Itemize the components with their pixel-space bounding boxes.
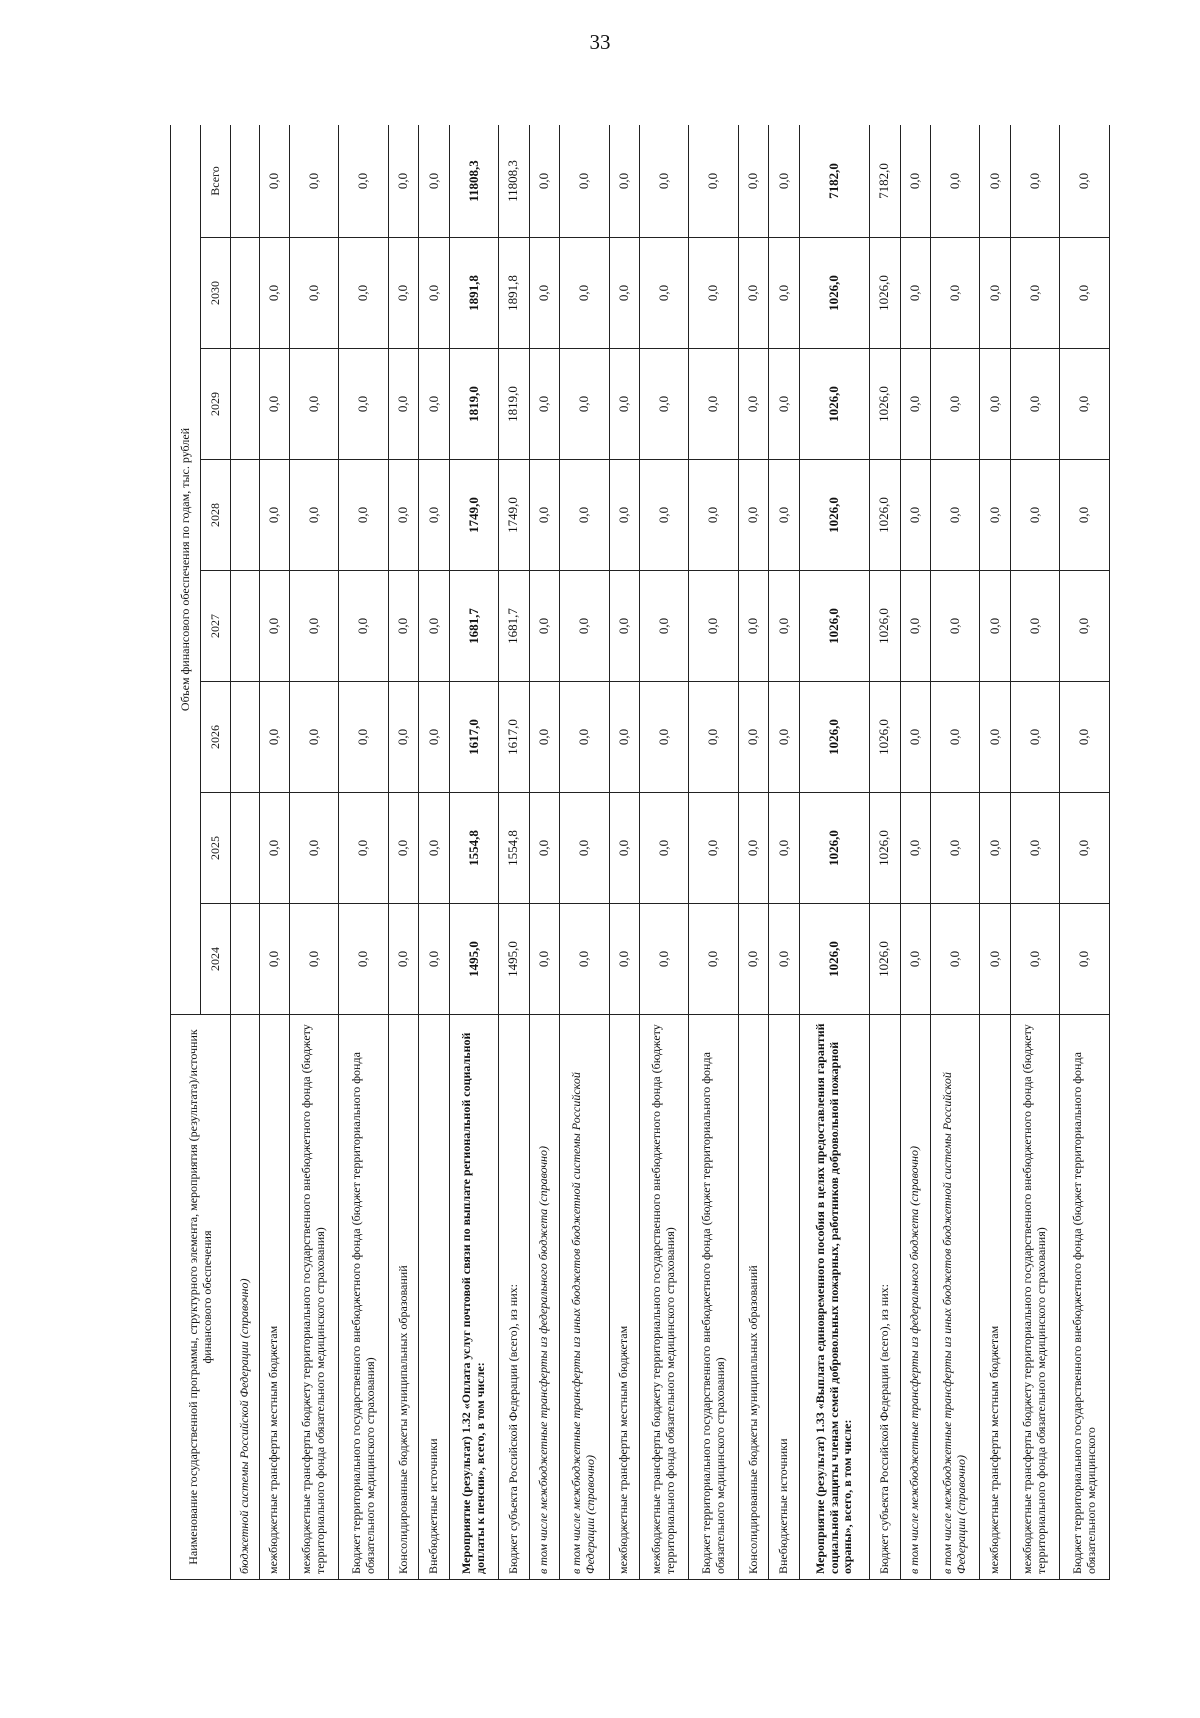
row-year-value: 1026,0 bbox=[870, 349, 900, 460]
row-source-name: межбюджетные трансферты местным бюджетам bbox=[259, 1015, 289, 1580]
row-total-value: 0,0 bbox=[389, 125, 419, 238]
row-total-value: 0,0 bbox=[639, 125, 689, 238]
table-row bbox=[639, 125, 689, 1580]
row-year-value: 0,0 bbox=[980, 682, 1010, 793]
row-year-value: 0,0 bbox=[529, 682, 559, 793]
row-year-value: 1495,0 bbox=[449, 904, 499, 1015]
table-row bbox=[259, 125, 289, 1580]
row-year-value: 0,0 bbox=[1060, 793, 1110, 904]
row-year-value: 0,0 bbox=[419, 460, 449, 571]
row-total-value: 0,0 bbox=[289, 125, 339, 238]
row-year-value: 0,0 bbox=[529, 793, 559, 904]
row-year-value: 0,0 bbox=[980, 904, 1010, 1015]
row-total-value: 7182,0 bbox=[799, 125, 870, 238]
row-year-value: 0,0 bbox=[769, 238, 799, 349]
row-year-value: 0,0 bbox=[609, 571, 639, 682]
row-source-name: межбюджетные трансферты местным бюджетам bbox=[980, 1015, 1010, 1580]
row-year-value: 0,0 bbox=[1010, 793, 1060, 904]
row-year-value: 0,0 bbox=[1060, 682, 1110, 793]
header-year: 2029 bbox=[201, 349, 231, 460]
header-volume-caption: Объем финансового обеспечения по годам, тыс. рублей bbox=[171, 125, 201, 1015]
row-year-value: 0,0 bbox=[339, 682, 389, 793]
row-source-name: Консолидированные бюджеты муниципальных образований bbox=[389, 1015, 419, 1580]
row-year-value: 1554,8 bbox=[499, 793, 529, 904]
rotated-table bbox=[170, 125, 1110, 1580]
table-row bbox=[609, 125, 639, 1580]
row-year-value: 0,0 bbox=[739, 793, 769, 904]
row-total-value: 0,0 bbox=[1010, 125, 1060, 238]
row-total-value: 0,0 bbox=[769, 125, 799, 238]
table-row bbox=[529, 125, 559, 1580]
row-year-value: 1026,0 bbox=[799, 460, 870, 571]
row-year-value: 0,0 bbox=[259, 904, 289, 1015]
row-source-name: в том числе межбюджетные трансферты из иных бюджетов бюджетной системы Российской Федерации (справочно) bbox=[930, 1015, 980, 1580]
row-year-value: 0,0 bbox=[639, 349, 689, 460]
row-year-value: 0,0 bbox=[259, 793, 289, 904]
row-total-value: 0,0 bbox=[419, 125, 449, 238]
row-year-value bbox=[231, 904, 260, 1015]
row-source-name: бюджетной системы Российской Федерации (справочно) bbox=[231, 1015, 260, 1580]
table-row bbox=[739, 125, 769, 1580]
row-total-value: 0,0 bbox=[609, 125, 639, 238]
row-total-value: 0,0 bbox=[980, 125, 1010, 238]
row-year-value: 0,0 bbox=[289, 682, 339, 793]
row-source-name: Мероприятие (результат) 1.32 «Оплата услуг почтовой связи по выплате региональной социальной доплаты к пенсии», всего, в том числе: bbox=[449, 1015, 499, 1580]
row-year-value: 0,0 bbox=[930, 349, 980, 460]
row-year-value: 0,0 bbox=[1010, 460, 1060, 571]
row-total-value: 0,0 bbox=[559, 125, 609, 238]
row-year-value: 1026,0 bbox=[870, 793, 900, 904]
row-year-value: 0,0 bbox=[980, 571, 1010, 682]
table-row bbox=[980, 125, 1010, 1580]
row-year-value: 0,0 bbox=[980, 238, 1010, 349]
row-year-value: 0,0 bbox=[639, 238, 689, 349]
row-year-value: 0,0 bbox=[1010, 904, 1060, 1015]
row-year-value bbox=[231, 571, 260, 682]
table-row bbox=[231, 125, 260, 1580]
row-year-value: 1617,0 bbox=[449, 682, 499, 793]
header-year: 2030 bbox=[201, 238, 231, 349]
table-row bbox=[389, 125, 419, 1580]
row-year-value: 1026,0 bbox=[799, 349, 870, 460]
row-year-value: 0,0 bbox=[529, 571, 559, 682]
row-year-value: 0,0 bbox=[1010, 682, 1060, 793]
row-year-value: 0,0 bbox=[769, 682, 799, 793]
header-year: 2027 bbox=[201, 571, 231, 682]
row-year-value: 0,0 bbox=[739, 238, 769, 349]
row-year-value: 0,0 bbox=[389, 793, 419, 904]
row-year-value: 0,0 bbox=[559, 682, 609, 793]
table-row bbox=[289, 125, 339, 1580]
row-year-value: 0,0 bbox=[529, 460, 559, 571]
row-year-value: 0,0 bbox=[639, 460, 689, 571]
row-year-value: 1026,0 bbox=[870, 238, 900, 349]
table-row bbox=[689, 125, 739, 1580]
row-year-value: 0,0 bbox=[339, 238, 389, 349]
row-year-value: 0,0 bbox=[769, 571, 799, 682]
row-year-value: 1026,0 bbox=[870, 571, 900, 682]
row-year-value: 0,0 bbox=[689, 460, 739, 571]
row-year-value: 1026,0 bbox=[799, 682, 870, 793]
row-year-value: 0,0 bbox=[769, 793, 799, 904]
row-year-value: 0,0 bbox=[529, 904, 559, 1015]
row-year-value: 0,0 bbox=[609, 460, 639, 571]
row-year-value: 1891,8 bbox=[449, 238, 499, 349]
row-total-value: 0,0 bbox=[689, 125, 739, 238]
row-year-value: 0,0 bbox=[930, 682, 980, 793]
row-year-value: 0,0 bbox=[259, 238, 289, 349]
financing-table bbox=[170, 125, 1110, 1580]
row-source-name: межбюджетные трансферты бюджету территориального государственного внебюджетного фонда (бюджету территориального фонда обязательного медицинского страхования) bbox=[639, 1015, 689, 1580]
row-year-value: 0,0 bbox=[259, 460, 289, 571]
row-year-value: 0,0 bbox=[419, 793, 449, 904]
row-total-value: 0,0 bbox=[930, 125, 980, 238]
row-year-value: 0,0 bbox=[930, 904, 980, 1015]
row-total-value: 0,0 bbox=[900, 125, 930, 238]
row-year-value: 0,0 bbox=[639, 571, 689, 682]
table-body bbox=[231, 125, 1110, 1580]
row-year-value: 1554,8 bbox=[449, 793, 499, 904]
row-year-value: 0,0 bbox=[389, 460, 419, 571]
row-year-value: 0,0 bbox=[930, 793, 980, 904]
row-year-value: 0,0 bbox=[289, 793, 339, 904]
table-row bbox=[1010, 125, 1060, 1580]
row-year-value: 0,0 bbox=[559, 349, 609, 460]
row-total-value: 0,0 bbox=[529, 125, 559, 238]
row-year-value: 1026,0 bbox=[870, 460, 900, 571]
row-year-value: 0,0 bbox=[259, 682, 289, 793]
page-number: 33 bbox=[589, 30, 611, 54]
row-year-value: 0,0 bbox=[419, 904, 449, 1015]
row-year-value: 0,0 bbox=[980, 460, 1010, 571]
row-year-value: 0,0 bbox=[259, 571, 289, 682]
table-row bbox=[870, 125, 900, 1580]
row-year-value: 1749,0 bbox=[499, 460, 529, 571]
row-year-value: 0,0 bbox=[980, 349, 1010, 460]
row-year-value: 0,0 bbox=[689, 238, 739, 349]
row-year-value: 0,0 bbox=[930, 571, 980, 682]
row-source-name: в том числе межбюджетные трансферты из федерального бюджета (справочно) bbox=[900, 1015, 930, 1580]
row-year-value: 0,0 bbox=[609, 682, 639, 793]
row-year-value: 0,0 bbox=[419, 349, 449, 460]
table-row bbox=[1060, 125, 1110, 1580]
header-year: 2026 bbox=[201, 682, 231, 793]
row-year-value: 0,0 bbox=[389, 238, 419, 349]
table-row bbox=[449, 125, 499, 1580]
row-year-value: 0,0 bbox=[900, 571, 930, 682]
row-year-value: 0,0 bbox=[259, 349, 289, 460]
row-year-value: 0,0 bbox=[900, 904, 930, 1015]
table-row bbox=[930, 125, 980, 1580]
row-year-value: 0,0 bbox=[529, 238, 559, 349]
header-year: 2024 bbox=[201, 904, 231, 1015]
row-year-value bbox=[231, 238, 260, 349]
row-year-value: 0,0 bbox=[739, 571, 769, 682]
row-year-value: 0,0 bbox=[559, 571, 609, 682]
row-year-value: 0,0 bbox=[1060, 460, 1110, 571]
row-source-name: Консолидированные бюджеты муниципальных образований bbox=[739, 1015, 769, 1580]
row-year-value: 0,0 bbox=[559, 793, 609, 904]
row-year-value: 1681,7 bbox=[449, 571, 499, 682]
row-year-value: 0,0 bbox=[339, 349, 389, 460]
row-year-value: 0,0 bbox=[1010, 349, 1060, 460]
row-year-value: 0,0 bbox=[739, 349, 769, 460]
row-source-name: межбюджетные трансферты бюджету территориального государственного внебюджетного фонда (бюджету территориального фонда обязательного медицинского страхования) bbox=[1010, 1015, 1060, 1580]
row-year-value: 0,0 bbox=[930, 460, 980, 571]
row-total-value: 0,0 bbox=[1060, 125, 1110, 238]
row-year-value: 1026,0 bbox=[870, 682, 900, 793]
row-year-value: 0,0 bbox=[689, 793, 739, 904]
row-year-value: 1617,0 bbox=[499, 682, 529, 793]
row-year-value bbox=[231, 793, 260, 904]
rotated-table-viewport bbox=[170, 125, 1110, 1580]
row-year-value: 0,0 bbox=[289, 571, 339, 682]
row-source-name: межбюджетные трансферты бюджету территориального государственного внебюджетного фонда (бюджету территориального фонда обязательного медицинского страхования) bbox=[289, 1015, 339, 1580]
row-year-value: 0,0 bbox=[529, 349, 559, 460]
row-year-value: 0,0 bbox=[559, 904, 609, 1015]
row-year-value: 0,0 bbox=[1060, 904, 1110, 1015]
row-year-value: 0,0 bbox=[419, 238, 449, 349]
row-year-value: 0,0 bbox=[289, 349, 339, 460]
row-year-value bbox=[231, 682, 260, 793]
row-source-name: Мероприятие (результат) 1.33 «Выплата единовременного пособия в целях предоставления гарантий социальной защиты членам семей добровольных пожарных, работников добровольной пожарной охраны», всего, в том числе: bbox=[799, 1015, 870, 1580]
row-source-name: в том числе межбюджетные трансферты из иных бюджетов бюджетной системы Российской Федерации (справочно) bbox=[559, 1015, 609, 1580]
table-row bbox=[499, 125, 529, 1580]
row-source-name: Бюджет территориального государственного внебюджетного фонда (бюджет территориального фонда обязательного медицинского страхования) bbox=[689, 1015, 739, 1580]
row-year-value: 0,0 bbox=[339, 460, 389, 571]
row-total-value: 11808,3 bbox=[499, 125, 529, 238]
row-year-value: 0,0 bbox=[689, 904, 739, 1015]
row-year-value: 0,0 bbox=[339, 793, 389, 904]
row-year-value: 0,0 bbox=[289, 460, 339, 571]
table-row bbox=[769, 125, 799, 1580]
row-year-value: 0,0 bbox=[980, 793, 1010, 904]
row-total-value: 0,0 bbox=[739, 125, 769, 238]
row-year-value: 0,0 bbox=[689, 571, 739, 682]
row-year-value: 0,0 bbox=[900, 682, 930, 793]
row-year-value: 0,0 bbox=[609, 349, 639, 460]
row-year-value: 0,0 bbox=[1060, 238, 1110, 349]
table-row bbox=[419, 125, 449, 1580]
row-year-value: 0,0 bbox=[689, 682, 739, 793]
row-source-name: в том числе межбюджетные трансферты из федерального бюджета (справочно) bbox=[529, 1015, 559, 1580]
row-year-value: 1026,0 bbox=[870, 904, 900, 1015]
row-year-value: 1495,0 bbox=[499, 904, 529, 1015]
table-row bbox=[799, 125, 870, 1580]
row-year-value: 0,0 bbox=[739, 904, 769, 1015]
row-year-value: 1026,0 bbox=[799, 571, 870, 682]
row-year-value: 0,0 bbox=[739, 460, 769, 571]
row-year-value: 0,0 bbox=[559, 460, 609, 571]
row-total-value bbox=[231, 125, 260, 238]
row-year-value: 0,0 bbox=[389, 571, 419, 682]
row-year-value: 1681,7 bbox=[499, 571, 529, 682]
row-year-value: 0,0 bbox=[389, 904, 419, 1015]
row-total-value: 0,0 bbox=[339, 125, 389, 238]
row-year-value: 1891,8 bbox=[499, 238, 529, 349]
row-year-value: 0,0 bbox=[609, 793, 639, 904]
row-year-value: 0,0 bbox=[1060, 571, 1110, 682]
row-total-value: 0,0 bbox=[259, 125, 289, 238]
row-year-value: 0,0 bbox=[689, 349, 739, 460]
table-row bbox=[900, 125, 930, 1580]
row-year-value: 0,0 bbox=[1010, 238, 1060, 349]
table-row bbox=[559, 125, 609, 1580]
row-year-value: 1749,0 bbox=[449, 460, 499, 571]
row-year-value bbox=[231, 349, 260, 460]
header-year: 2025 bbox=[201, 793, 231, 904]
row-total-value: 7182,0 bbox=[870, 125, 900, 238]
row-total-value: 11808,3 bbox=[449, 125, 499, 238]
row-year-value: 0,0 bbox=[900, 460, 930, 571]
row-year-value: 0,0 bbox=[389, 682, 419, 793]
row-year-value: 0,0 bbox=[1060, 349, 1110, 460]
row-year-value: 0,0 bbox=[930, 238, 980, 349]
row-source-name: Внебюджетные источники bbox=[769, 1015, 799, 1580]
row-year-value: 1026,0 bbox=[799, 793, 870, 904]
row-source-name: Внебюджетные источники bbox=[419, 1015, 449, 1580]
row-year-value: 0,0 bbox=[900, 793, 930, 904]
row-year-value: 0,0 bbox=[639, 682, 689, 793]
row-year-value: 0,0 bbox=[559, 238, 609, 349]
row-year-value: 0,0 bbox=[419, 571, 449, 682]
row-year-value: 0,0 bbox=[639, 793, 689, 904]
row-year-value: 0,0 bbox=[289, 904, 339, 1015]
row-year-value: 0,0 bbox=[900, 238, 930, 349]
row-year-value: 1026,0 bbox=[799, 238, 870, 349]
row-year-value: 1819,0 bbox=[449, 349, 499, 460]
row-year-value: 0,0 bbox=[609, 238, 639, 349]
row-year-value: 0,0 bbox=[289, 238, 339, 349]
row-year-value: 1026,0 bbox=[799, 904, 870, 1015]
row-year-value: 0,0 bbox=[639, 904, 689, 1015]
header-year: 2028 bbox=[201, 460, 231, 571]
row-year-value: 0,0 bbox=[900, 349, 930, 460]
row-year-value: 0,0 bbox=[769, 460, 799, 571]
row-source-name: Бюджет субъекта Российской Федерации (всего), из них: bbox=[499, 1015, 529, 1580]
row-year-value: 0,0 bbox=[609, 904, 639, 1015]
header-name-col: Наименование государственной программы, структурного элемента, мероприятия (результата)/источник финансового обеспечения bbox=[171, 1015, 231, 1580]
row-year-value: 0,0 bbox=[769, 904, 799, 1015]
table-row bbox=[339, 125, 389, 1580]
header-total: Всего bbox=[201, 125, 231, 238]
row-year-value: 0,0 bbox=[739, 682, 769, 793]
row-source-name: межбюджетные трансферты местным бюджетам bbox=[609, 1015, 639, 1580]
row-year-value: 0,0 bbox=[419, 682, 449, 793]
row-source-name: Бюджет субъекта Российской Федерации (всего), из них: bbox=[870, 1015, 900, 1580]
row-source-name: Бюджет территориального государственного внебюджетного фонда (бюджет территориального фонда обязательного медицинского страхования) bbox=[339, 1015, 389, 1580]
row-source-name: Бюджет территориального государственного внебюджетного фонда (бюджет территориального фонда обязательного медицинского bbox=[1060, 1015, 1110, 1580]
row-year-value: 0,0 bbox=[389, 349, 419, 460]
row-year-value: 0,0 bbox=[1010, 571, 1060, 682]
row-year-value: 0,0 bbox=[339, 904, 389, 1015]
row-year-value: 1819,0 bbox=[499, 349, 529, 460]
row-year-value: 0,0 bbox=[339, 571, 389, 682]
row-year-value: 0,0 bbox=[769, 349, 799, 460]
row-year-value bbox=[231, 460, 260, 571]
